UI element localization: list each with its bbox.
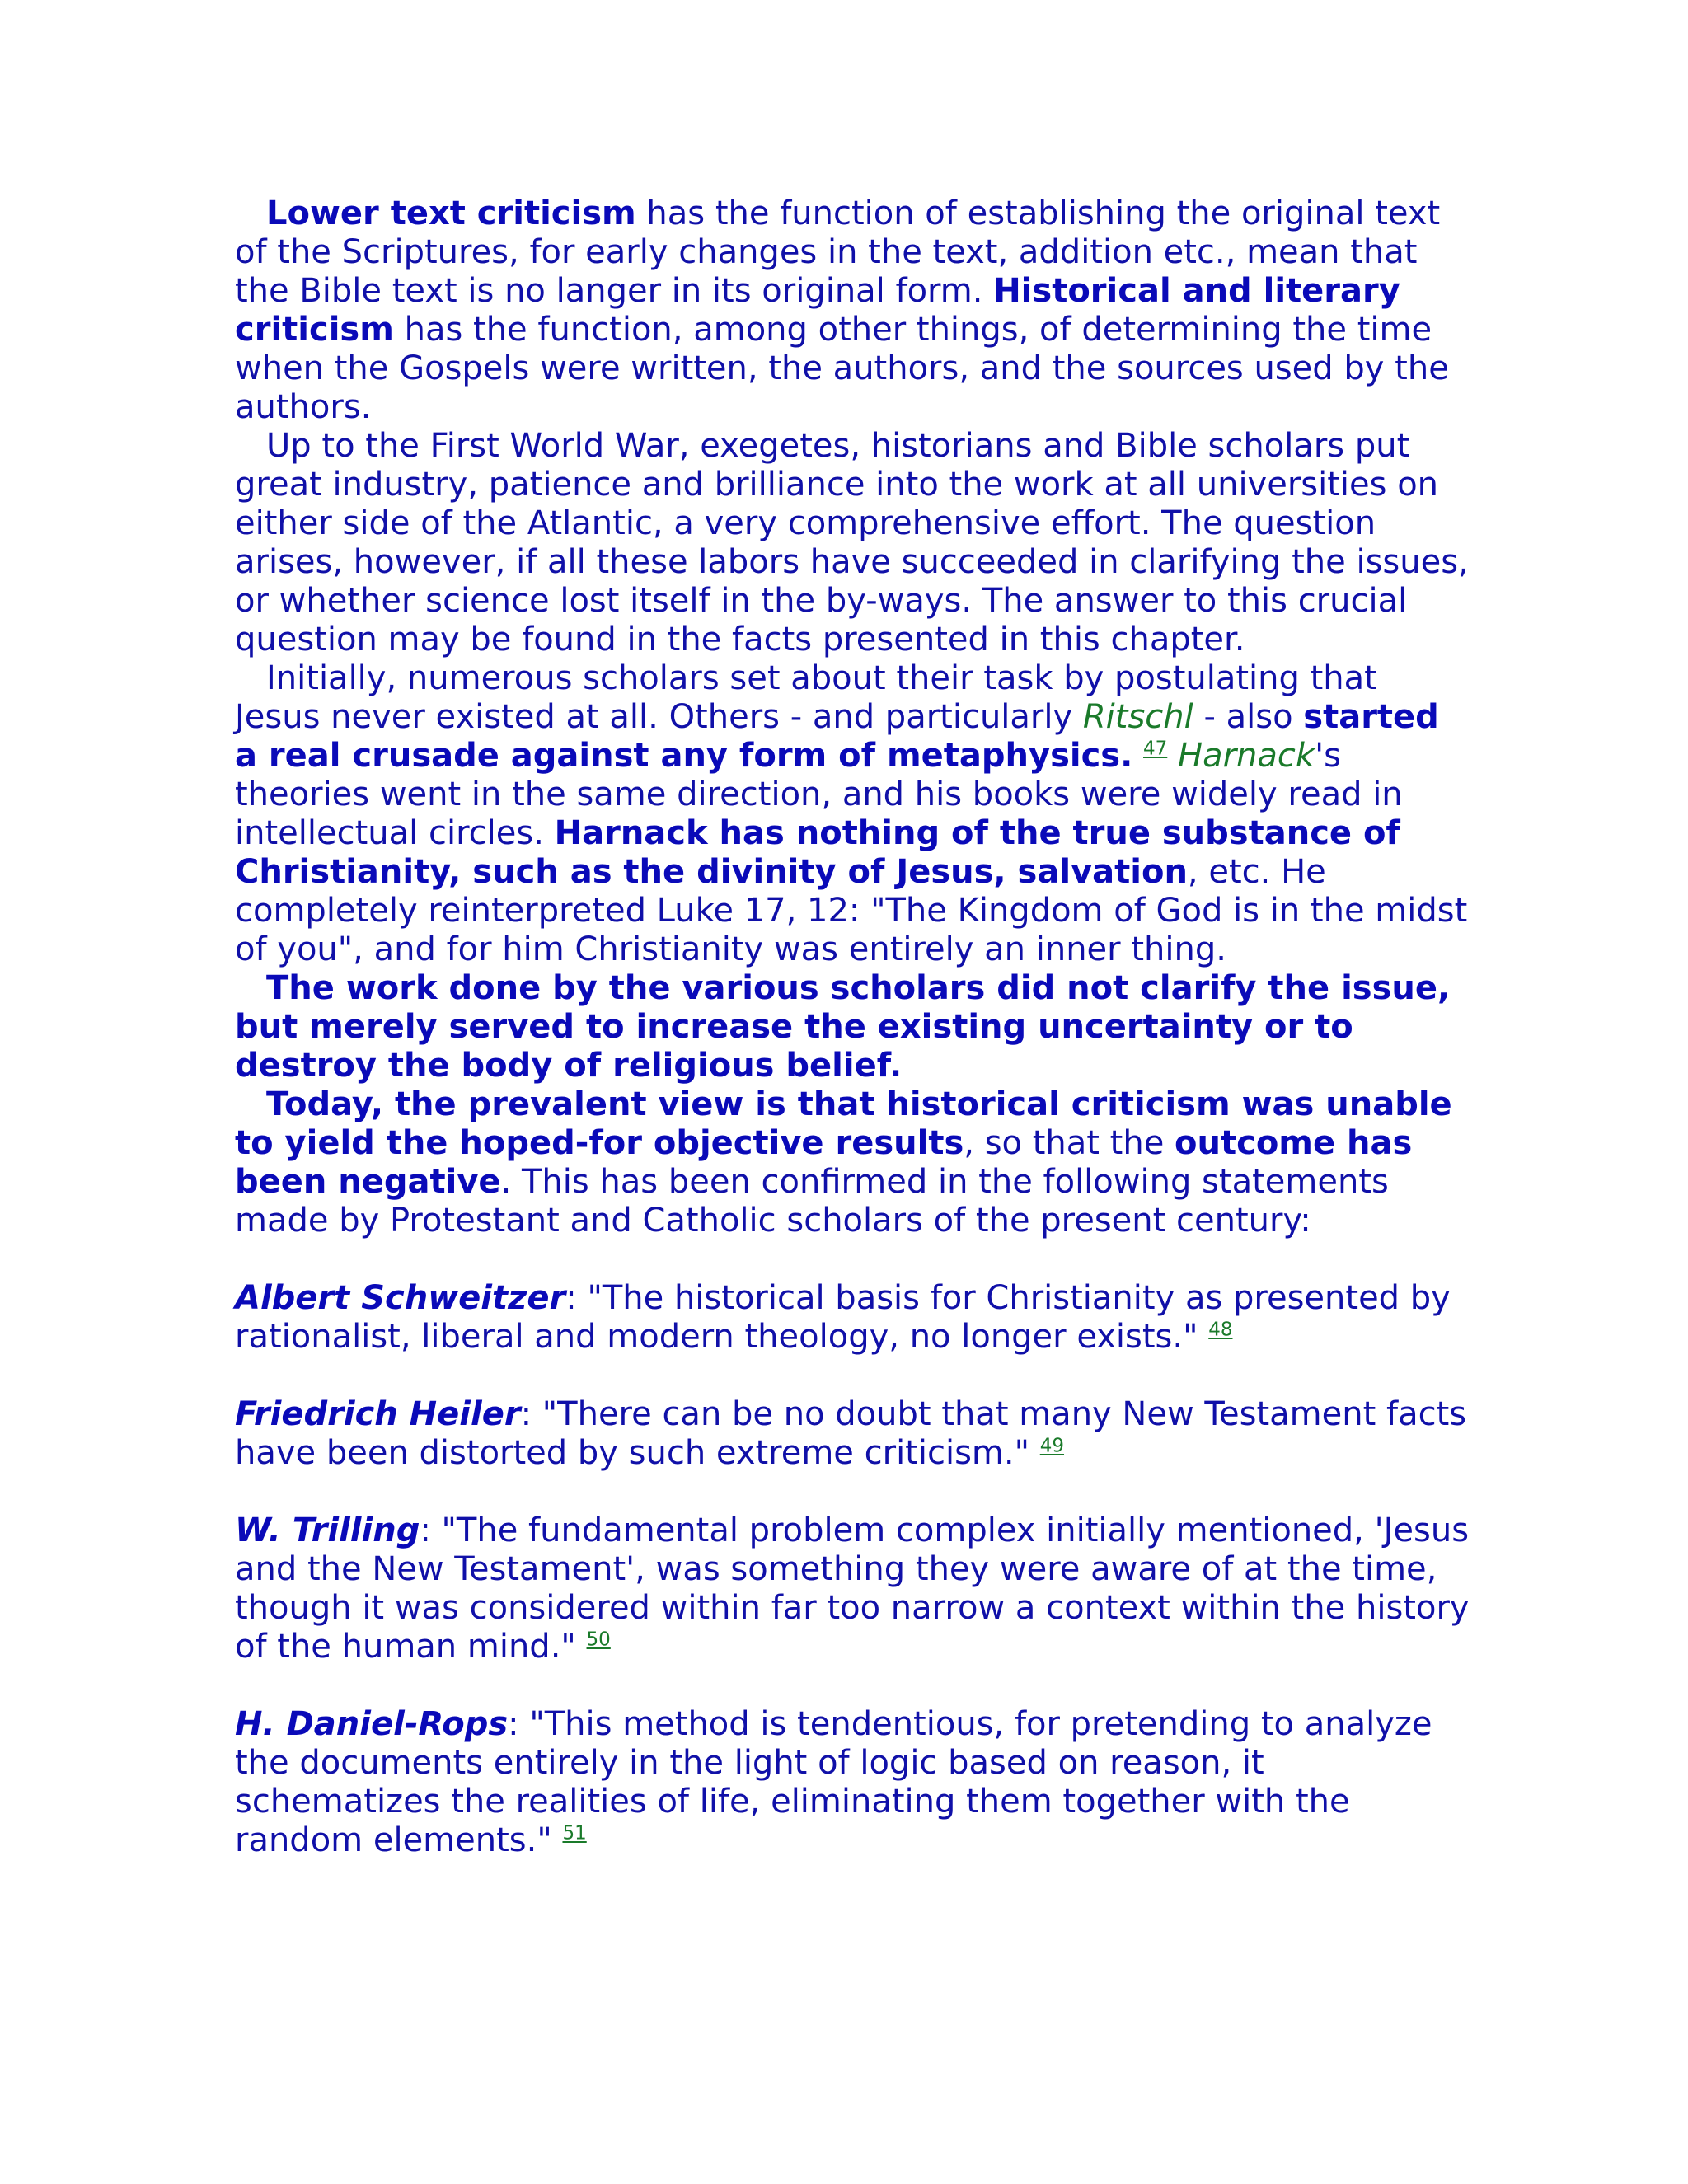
quote-schweitzer [235,1279,1471,1357]
paragraph-text-criticism [235,194,1471,427]
bold-phrase: Historical and literary criticism [235,272,1400,349]
text-run: has the function of establishing the original text of the Scriptures, for early changes in the text, addition etc., mean that the Bible text is no langer in its original form. [235,194,1441,310]
quote-heiler [235,1395,1471,1473]
quote-text: : "There can be no doubt that many New Testament facts have been distorted by such extreme criticism." [235,1395,1467,1472]
bold-phrase: Harnack has nothing of the true substance of Christianity, such as the divinity of Jesus, salvation [235,814,1400,891]
paragraph-scholars [235,659,1471,969]
footnote-link-51[interactable]: 51 [562,1822,587,1844]
bold-phrase: started a real crusade against any form of metaphysics. [235,698,1439,775]
footnote-link-50[interactable]: 50 [586,1629,611,1651]
text-run: 's theories went in the same direction, and his books were widely read in intellectual circles. [235,737,1403,852]
text-run: has the function, among other things, of determining the time when the Gospels were written, the authors, and the sources used by the authors. [235,311,1449,426]
quote-author: H. Daniel-Rops [235,1705,509,1743]
text-run: , so that the [964,1124,1175,1162]
text-run: - also [1193,698,1304,736]
bold-phrase: Lower text criticism [266,194,636,232]
spacer [235,1666,1471,1705]
quote-author: Albert Schweitzer [235,1279,566,1317]
paragraph-prevalent-view [235,1085,1471,1240]
spacer [235,1357,1471,1395]
spacer [235,1240,1471,1279]
text-run: Initially, numerous scholars set about their task by postulating that Jesus never existed at all. Others - and particularly [235,659,1377,736]
quote-author: W. Trilling [235,1511,420,1549]
person-name-harnack: Harnack [1178,737,1315,775]
document-page [235,194,1471,1860]
footnote-link-47[interactable]: 47 [1143,738,1168,760]
spacer [235,1473,1471,1511]
quote-text: : "The fundamental problem complex initially mentioned, 'Jesus and the New Testament', was something they were aware of at the time, though it was considered within far too narrow a context within the history of the human mind." [235,1511,1470,1666]
person-name-ritschl: Ritschl [1082,698,1193,736]
quote-text: : "This method is tendentious, for pretending to analyze the documents entirely in the light of logic based on reason, it schematizes the realities of life, eliminating them together with the random elements." [235,1705,1432,1859]
paragraph-uncertainty [235,969,1471,1085]
footnote-link-49[interactable]: 49 [1039,1435,1065,1457]
paragraph-first-world-war [235,427,1471,659]
bold-phrase: outcome has been negative [235,1124,1413,1201]
bold-phrase: The work done by the various scholars did not clarify the issue, but merely served to increase the existing uncertainty or to destroy the body of religious belief. [235,969,1451,1085]
quote-author: Friedrich Heiler [235,1395,521,1433]
bold-phrase: Today, the prevalent view is that historical criticism was unable to yield the hoped-for objective results [235,1085,1452,1162]
footnote-link-48[interactable]: 48 [1208,1319,1233,1341]
text-run: , etc. He completely reinterpreted Luke 17, 12: "The Kingdom of God is in the midst of you", and for him Christianity was entirely an inner thing. [235,853,1468,968]
quote-daniel-rops [235,1705,1471,1860]
text-run: Up to the First World War, exegetes, historians and Bible scholars put great industry, patience and brilliance into the work at all universities on either side of the Atlantic, a very comprehensive effort. The question arises, however, if all these labors have succeeded in clarifying the issues, or whether science lost itself in the by-ways. The answer to this crucial question may be found in the facts presented in this chapter. [235,427,1469,658]
quote-text: : "The historical basis for Christianity as presented by rationalist, liberal and modern theology, no longer exists." [235,1279,1451,1356]
quote-trilling [235,1511,1471,1666]
text-run: . This has been confirmed in the following statements made by Protestant and Catholic scholars of the present century: [235,1163,1389,1240]
